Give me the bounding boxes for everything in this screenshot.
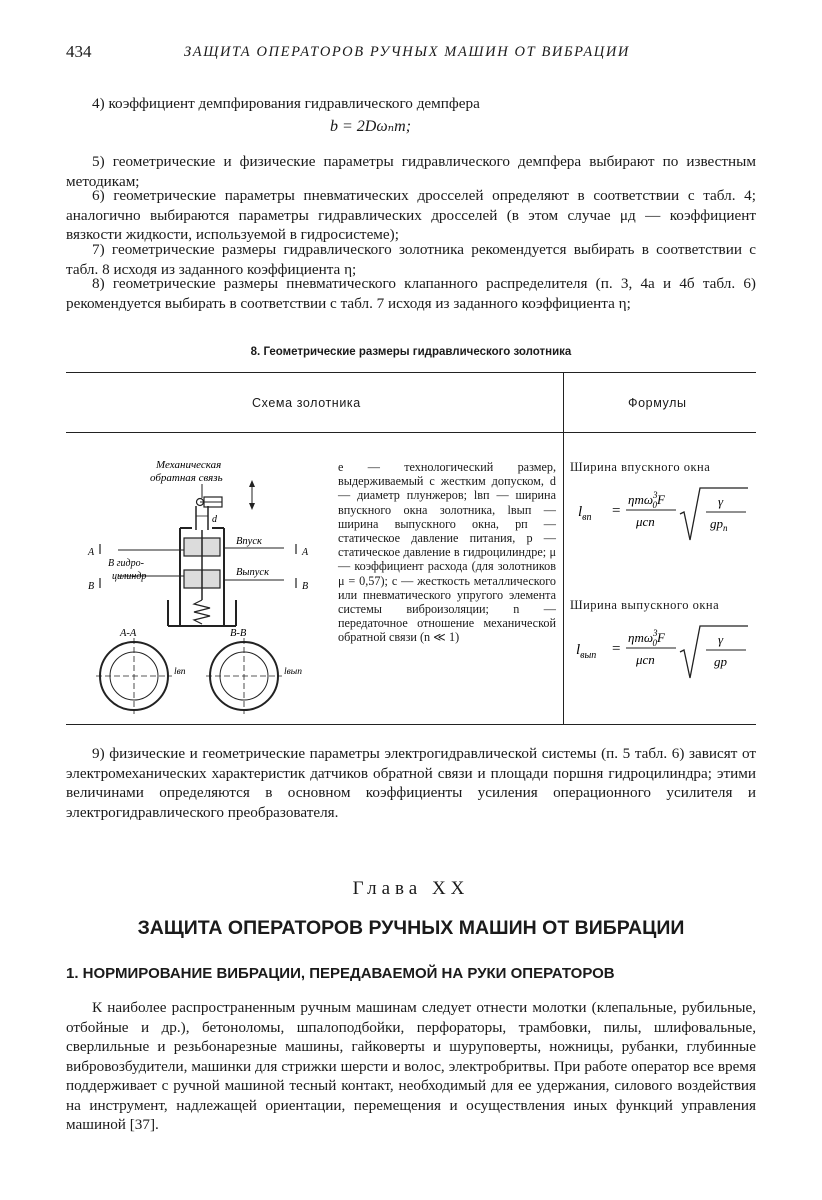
- running-title: ЗАЩИТА ОПЕРАТОРОВ РУЧНЫХ МАШИН ОТ ВИБРАЦИИ: [184, 44, 631, 60]
- running-header: [66, 42, 756, 64]
- svg-text:lвп: $l_{вп}$: [578, 504, 592, 523]
- spool-valve-diagram: [84, 450, 334, 720]
- section-aa-label: А-А: [120, 628, 137, 639]
- chapter-label: Глава XX: [352, 878, 470, 899]
- svg-text:gp: gp: [714, 654, 727, 669]
- section-bb-label: B-B: [230, 628, 247, 639]
- svg-text:γ: γ: [718, 632, 724, 647]
- damping-formula: b = 2Dωₙm;: [330, 118, 412, 135]
- svg-text:ηmω30F: ηmω$^3$ 0F: [628, 490, 665, 510]
- chapter-body-paragraph: К наиболее распространенным ручным машинам следует отнести молотки (клепальные, рубильные, отбойные и др.), бетоноломы, шпалоподбойки, перфораторы, трамбовки, пилы, шлифовальные, сверлильные и резьбонарезные машины, гайковерты и шуруповерты, ножницы, рубанки, глубинные вибровозбудители, машинки для стрижки шерсти и волос, электробритвы. При работе оператор все время поддерживает с ручной машиной тесный контакт, необходимый для ее удержания, силового воздействия на инструмент, надлежащей ориентации, перемещения и осуществления иных функций управления машиной [37].: [66, 999, 756, 1133]
- list-item-8: 8) геометрические размеры пневматического клапанного распределителя (п. 3, 4а и 4б табл. 6) рекомендуется выбирать в соответствии с табл. 7 исходя из заданного коэффициента η;: [66, 275, 756, 312]
- list-item-5: 5) геометрические и физические параметры гидравлического демпфера выбирают по известным методикам;: [66, 153, 756, 190]
- svg-text:=: =: [612, 503, 621, 519]
- outlet-width-formula: [572, 616, 756, 682]
- svg-text:μcn: μcn: [636, 514, 655, 529]
- to-cylinder-label-line1: В гидро-: [108, 558, 144, 569]
- outlet-window-label: lвып: [284, 667, 302, 677]
- svg-text:=: =: [612, 641, 621, 657]
- table-header-rule: [66, 432, 756, 433]
- to-cylinder-label-line2: цилиндр: [112, 571, 147, 582]
- table-legend: e — технологический размер, выдерживаемый с жестким допуском, d — диаметр плунжеров; lвп — ширина впускного окна золотника, lвып — ширина выпускного окна, pп — статическое давление питания, p — статическое давление в гидроцилиндре; μ — коэффициент расхода (для золотников μ = 0,57); c — жесткость металлического или пневматического упругого элемента системы виброизоляции; n — передаточное отношение механической обратной связи (n ≪ 1): [338, 460, 556, 645]
- list-item-6: 6) геометрические параметры пневматических дросселей определяют в соответствии с табл. 4; аналогично выбираются параметры гидравлических дросселей (в этом случае μд — коэффициент вязкости жидкости, используемой в гидросистеме);: [66, 187, 756, 243]
- page-number: 434: [66, 42, 92, 61]
- column-header-scheme: Схема золотника: [252, 396, 361, 410]
- list-item-9: 9) физические и геометрические параметры электрогидравлической системы (п. 5 табл. 6) зависят от электромеханических характеристик датчиков обратной связи и площади поршня гидроцилиндра; этими величинами определяются в основном коэффициенты усиления операционного усилителя и электрогидравлического преобразователя.: [66, 745, 756, 821]
- formula2-label: Ширина выпускного окна: [570, 598, 720, 612]
- list-item-4: 4) коэффициент демпфирования гидравлического демпфера: [92, 95, 480, 112]
- section-title: 1. НОРМИРОВАНИЕ ВИБРАЦИИ, ПЕРЕДАВАЕМОЙ НА РУКИ ОПЕРАТОРОВ: [66, 965, 615, 982]
- table-caption: 8. Геометрические размеры гидравлического золотника: [250, 346, 572, 358]
- letter-a-left: A: [88, 547, 95, 558]
- table-top-rule: [66, 372, 756, 373]
- diameter-label: d: [212, 514, 217, 525]
- svg-text:ηmω30F: ηmω$^3$ 0F: [628, 628, 665, 648]
- letter-a-right: A: [302, 547, 309, 558]
- formula1-label: Ширина впускного окна: [570, 460, 711, 474]
- feedback-label-line1: Механическая: [156, 459, 222, 471]
- chapter-title: ЗАЩИТА ОПЕРАТОРОВ РУЧНЫХ МАШИН ОТ ВИБРАЦИИ: [137, 917, 685, 939]
- table-bottom-rule: [66, 724, 756, 725]
- svg-text:μcn: μcn: [636, 652, 655, 667]
- inlet-width-formula: [572, 478, 756, 544]
- outlet-label: Выпуск: [236, 567, 270, 578]
- feedback-label-line2: обратная связь: [150, 472, 223, 484]
- inlet-label: Впуск: [236, 536, 262, 547]
- letter-b-right: B: [302, 581, 309, 592]
- table-column-divider: [563, 372, 564, 724]
- svg-text:γ: γ: [718, 494, 724, 509]
- svg-text:gpп: $gp_п$: [710, 516, 728, 533]
- inlet-window-label: lвп: [174, 667, 186, 677]
- column-header-formulas: Формулы: [628, 396, 687, 410]
- svg-text:lвып: $l_{вып}$: [576, 642, 597, 661]
- list-item-7: 7) геометрические размеры гидравлического золотника рекомендуется выбирать в соответствии с табл. 8 исходя из заданного коэффициента η;: [66, 241, 756, 278]
- letter-b-left: B: [88, 581, 95, 592]
